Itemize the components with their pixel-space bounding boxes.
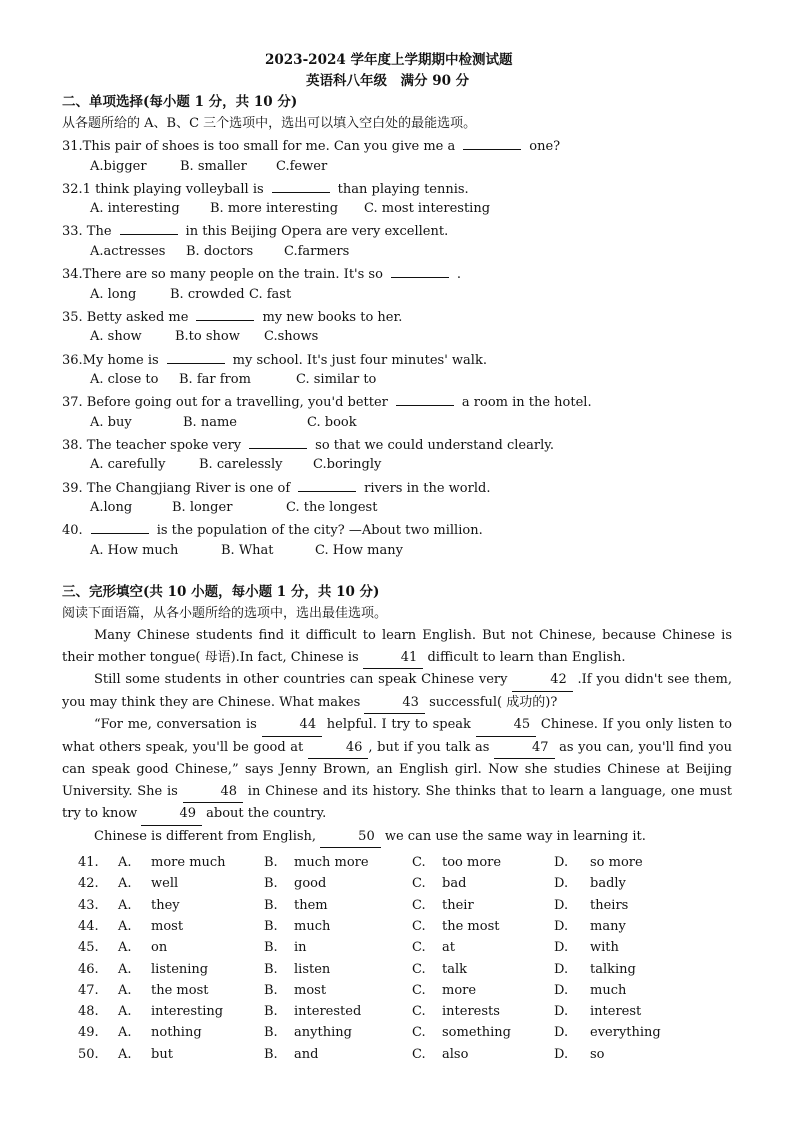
option-letter: B. [264,876,278,892]
answer-option: A. long [90,286,137,302]
option-letter: B. [264,897,278,913]
answer-blank[interactable] [167,351,225,364]
option-letter: B. [264,982,278,998]
option-letter: B. [264,961,278,977]
option-letter: C. [412,982,426,998]
question-text: my school. It's just four minutes' walk. [232,352,487,368]
option-letter: C. [412,876,426,892]
option-letter: A. [118,961,132,977]
option-letter: D. [554,897,569,913]
option-choice: listen [294,961,331,977]
option-letter: D. [554,1004,569,1020]
option-row-number: 41. [78,855,99,870]
answer-option: A.bigger [90,158,147,174]
answer-blank[interactable] [391,265,449,278]
option-letter: B. [264,940,278,956]
answer-option: A. carefully [90,457,166,473]
option-letter: C. [412,1046,426,1062]
answer-option: A. How much [90,542,179,558]
question-stem [62,393,592,411]
option-choice: at [442,940,455,956]
option-choice: interests [442,1004,500,1020]
answer-option: B. carelessly [199,457,283,473]
option-letter: A. [118,897,132,913]
passage-text: in Chinese and its history. She thinks that to learn a language, one must try to know [62,783,732,821]
answer-option: B. smaller [180,158,247,174]
answer-blank[interactable] [272,180,330,193]
option-letter: C. [412,918,426,934]
question-text: so that we could understand clearly. [315,437,554,453]
answer-blank[interactable] [91,521,149,534]
option-choice: well [151,876,179,892]
option-choice: interest [590,1004,642,1020]
option-choice: theirs [590,897,629,913]
question-text: 33. The [62,224,112,240]
passage-text: we can use the same way in learning it. [380,828,646,844]
option-choice: the most [442,918,500,934]
answer-option: B. more interesting [210,201,339,217]
option-row-number: 46. [78,961,99,977]
option-letter: A. [118,982,132,998]
option-letter: B. [264,855,278,870]
passage-text: successful( 成功的)? [424,694,558,710]
option-row-number: 49. [78,1025,99,1041]
option-choice: they [151,897,180,913]
answer-option: C.farmers [284,243,350,259]
option-letter: C. [412,961,426,977]
question-stem [62,479,490,497]
answer-blank[interactable] [249,436,307,449]
cloze-blank-number: 47 [494,737,555,760]
option-letter: A. [118,918,132,934]
option-choice: more [442,982,477,998]
question-stem [62,222,448,240]
answer-option: C. How many [315,542,403,558]
option-letter: D. [554,1046,569,1062]
option-letter: C. [412,897,426,913]
option-choice: talk [442,961,468,977]
section3-heading: 三、完形填空(共 10 小题，每小题 1 分，共 10 分) [62,584,380,600]
answer-option: C. fast [249,286,292,302]
option-row-number: 50. [78,1046,99,1062]
cloze-blank-number: 41 [363,647,424,670]
answer-blank[interactable] [463,137,521,150]
answer-option: A. buy [90,414,132,430]
answer-blank[interactable] [120,222,178,235]
option-letter: A. [118,1004,132,1020]
option-choice: interesting [151,1004,224,1020]
option-letter: D. [554,982,569,998]
option-choice: interested [294,1004,362,1020]
option-choice: also [442,1046,469,1062]
option-choice: their [442,897,474,913]
passage-text: .If you didn't see them, you may think they are Chinese. What makes [62,672,732,710]
answer-option: A.long [90,500,133,516]
passage-text: Chinese is different from English, [94,828,321,844]
option-choice: and [294,1046,319,1062]
option-row-number: 42. [78,876,99,892]
question-text: 39. The Changjiang River is one of [62,480,291,496]
option-row-number: 47. [78,982,99,998]
option-choice: much more [294,855,369,870]
option-letter: D. [554,876,569,892]
question-stem [62,265,461,283]
option-row-number: 48. [78,1004,99,1020]
question-text: 37. Before going out for a travelling, you'd better [62,395,388,411]
option-choice: on [151,940,168,956]
answer-option: A. interesting [90,201,180,217]
question-text: 36.My home is [62,352,159,368]
passage-text: difficult to learn than English. [423,649,626,665]
option-letter: D. [554,940,569,956]
option-choice: talking [590,961,636,977]
question-text: is the population of the city? —About two million. [156,523,483,539]
option-choice: many [590,918,626,934]
question-stem [62,137,560,155]
answer-blank[interactable] [298,479,356,492]
question-stem [62,180,469,198]
option-letter: B. [264,1025,278,1041]
answer-option: B. crowded [170,286,245,302]
passage-text: Still some students in other countries can speak Chinese very [94,672,513,687]
question-text: than playing tennis. [337,181,469,197]
answer-option: A.actresses [90,243,166,259]
passage-text: “For me, conversation is [94,717,262,732]
option-letter: A. [118,1025,132,1041]
answer-option: C.fewer [276,158,328,174]
option-choice: so [590,1046,605,1062]
passage-text: Chinese. If you only listen to what others speak, you'll be good at [62,717,732,755]
passage-text: Many Chinese students find it difficult to learn English. But not Chinese, because Chinese is their mother tongue( 母语).In fact, Chinese is [62,628,732,665]
question-text: 40. [62,523,83,539]
answer-option: B. far from [179,372,251,387]
option-choice: bad [442,876,467,892]
answer-option: C. most interesting [364,201,491,217]
answer-option: B. doctors [186,243,254,259]
answer-option: A. show [90,329,142,345]
option-row-number: 43. [78,897,99,913]
cloze-blank-number: 44 [262,714,323,737]
answer-option: C. book [307,414,357,430]
question-stem [62,521,483,539]
question-text: 38. The teacher spoke very [62,437,242,453]
answer-option: A. close to [90,372,159,387]
option-letter: A. [118,1046,132,1062]
cloze-blank-number: 46 [308,737,369,760]
option-choice: good [294,876,327,892]
passage-paragraph [62,826,732,849]
option-choice: so more [590,855,643,870]
question-text: my new books to her. [262,309,403,325]
cloze-blank-number: 48 [183,781,244,804]
option-letter: D. [554,961,569,977]
option-choice: with [590,940,619,956]
option-row-number: 45. [78,940,99,956]
question-text: a room in the hotel. [461,395,592,411]
option-choice: anything [294,1025,352,1041]
passage-text: helpful. I try to speak [322,717,476,732]
option-letter: A. [118,876,132,892]
option-choice: the most [151,982,209,998]
exam-subtitle: 英语科八年级 满分 90 分 [306,73,470,89]
question-text: rivers in the world. [364,480,491,496]
cloze-blank-number: 50 [320,826,381,849]
passage-paragraph [62,625,732,669]
passage-text: as you can, you'll find you can speak good Chinese,” says Jenny Brown, an English girl. Now she studies Chinese at Beijing University. She is [62,739,733,799]
option-letter: C. [412,855,426,870]
cloze-blank-number: 45 [476,714,537,737]
option-choice: everything [590,1025,661,1041]
passage-paragraph [62,714,732,826]
cloze-passage [62,625,732,848]
passage-text: about the country. [201,806,327,821]
option-letter: C. [412,1025,426,1041]
option-choice: badly [590,876,626,892]
option-row-number: 44. [78,918,99,934]
option-choice: much [294,918,331,934]
section2-heading: 二、单项选择(每小题 1 分，共 10 分) [62,94,298,110]
option-letter: C. [412,940,426,956]
option-choice: but [151,1046,173,1062]
option-letter: D. [554,855,569,870]
option-choice: more much [151,855,226,870]
cloze-blank-number: 49 [141,803,202,826]
answer-option: C. the longest [286,500,378,516]
section3-instruction: 阅读下面语篇，从各小题所给的选项中，选出最佳选项。 [62,606,388,621]
exam-title: 2023-2024 学年度上学期期中检测试题 [265,52,513,68]
option-letter: A. [118,940,132,956]
answer-option: C.shows [264,329,319,345]
passage-text: , but if you talk as [368,739,495,755]
option-letter: C. [412,1004,426,1020]
option-choice: something [442,1025,511,1041]
cloze-blank-number: 42 [512,669,573,692]
option-choice: listening [151,961,209,977]
question-text: one? [529,139,561,154]
option-choice: nothing [151,1025,202,1041]
option-choice: in [294,940,307,956]
question-text: . [456,267,462,283]
answer-option: B. What [221,542,274,558]
option-letter: B. [264,1004,278,1020]
option-choice: too more [442,855,502,870]
answer-option: B.to show [175,329,240,345]
answer-option: C. similar to [296,372,377,387]
answer-option: B. longer [172,500,233,516]
question-text: 34.There are so many people on the train. It's so [62,267,383,283]
option-choice: much [590,982,627,998]
question-stem [62,351,487,369]
option-letter: D. [554,1025,569,1041]
passage-paragraph [62,669,732,714]
question-text: 35. Betty asked me [62,309,189,325]
answer-option: C.boringly [313,457,382,473]
answer-option: B. name [183,414,237,430]
option-letter: B. [264,918,278,934]
answer-blank[interactable] [396,393,454,406]
option-letter: B. [264,1046,278,1062]
option-choice: them [294,897,328,913]
answer-blank[interactable] [196,308,254,321]
question-text: in this Beijing Opera are very excellent. [185,224,449,240]
cloze-blank-number: 43 [364,692,425,715]
section2-instruction: 从各题所给的 A、B、C 三个选项中，选出可以填入空白处的最能选项。 [62,116,477,131]
option-letter: A. [118,855,132,870]
question-text: 32.1 think playing volleyball is [62,181,264,197]
question-stem [62,308,402,326]
question-text: 31.This pair of shoes is too small for me. Can you give me a [62,139,456,154]
option-choice: most [294,982,327,998]
question-stem [62,436,554,454]
option-choice: most [151,918,184,934]
option-letter: D. [554,918,569,934]
